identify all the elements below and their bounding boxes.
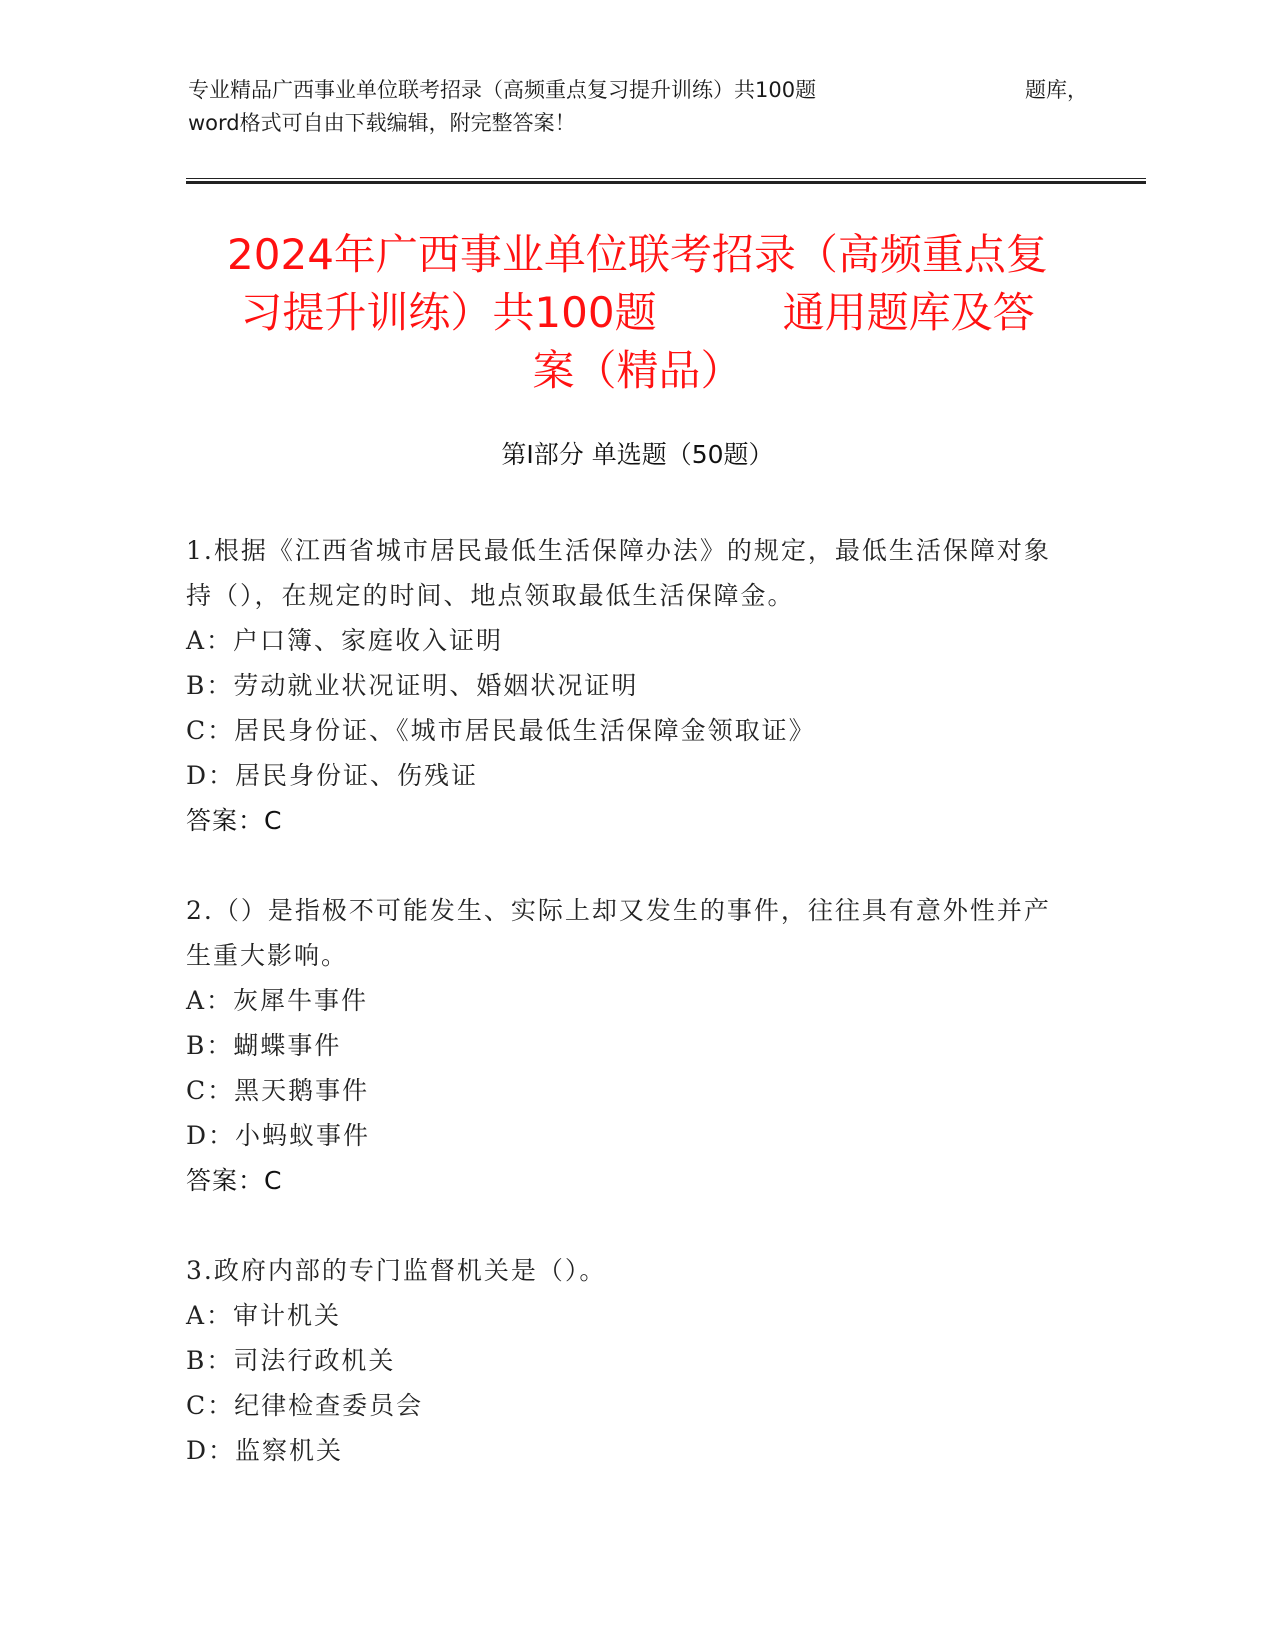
title-line-2: 习提升训练）共100题 通用题库及答 — [240, 288, 1035, 337]
option-c: C：居民身份证、《城市居民最低生活保障金领取证》 — [186, 716, 816, 745]
page-header — [188, 74, 1088, 140]
option-d: D：居民身份证、伤残证 — [186, 761, 479, 790]
option-d: D：小蚂蚁事件 — [186, 1121, 371, 1150]
answer: 答案：C — [186, 806, 283, 835]
title-line-1: 2024年广西事业单位联考招录（高频重点复 — [227, 230, 1048, 279]
question-stem: 3.政府内部的专门监督机关是（）。 — [186, 1256, 607, 1285]
option-b: B：蝴蝶事件 — [186, 1031, 342, 1060]
header-doc-title: 专业精品广西事业单位联考招录（高频重点复习提升训练）共100题 — [188, 78, 817, 102]
option-b: B：劳动就业状况证明、婚姻状况证明 — [186, 671, 639, 700]
option-b: B：司法行政机关 — [186, 1346, 396, 1375]
header-doc-suffix: 题库， — [1025, 78, 1088, 102]
option-a: A：灰犀牛事件 — [186, 986, 369, 1015]
header-line-1 — [188, 74, 1088, 107]
question-list — [186, 528, 1066, 1518]
option-a: A：户口簿、家庭收入证明 — [186, 626, 504, 655]
option-c: C：黑天鹅事件 — [186, 1076, 370, 1105]
question-stem: 2.（）是指极不可能发生、实际上却又发生的事件，往往具有意外性并产生重大影响。 — [186, 896, 1051, 970]
option-c: C：纪律检查委员会 — [186, 1391, 424, 1420]
header-divider-thin — [186, 178, 1146, 179]
header-line-2: word格式可自由下载编辑，附完整答案！ — [188, 111, 576, 135]
answer: 答案：C — [186, 1166, 283, 1195]
document-title — [140, 226, 1135, 400]
header-divider-thick — [186, 181, 1146, 184]
question-stem: 1.根据《江西省城市居民最低生活保障办法》的规定，最低生活保障对象持（），在规定的时间、地点领取最低生活保障金。 — [186, 536, 1051, 610]
option-d: D：监察机关 — [186, 1436, 344, 1465]
title-line-3: 案（精品） — [532, 346, 743, 395]
option-a: A：审计机关 — [186, 1301, 342, 1330]
question-2 — [186, 888, 1066, 1203]
question-1 — [186, 528, 1066, 843]
question-3 — [186, 1248, 1066, 1473]
section-title: 第Ⅰ部分 单选题（50题） — [501, 440, 774, 469]
